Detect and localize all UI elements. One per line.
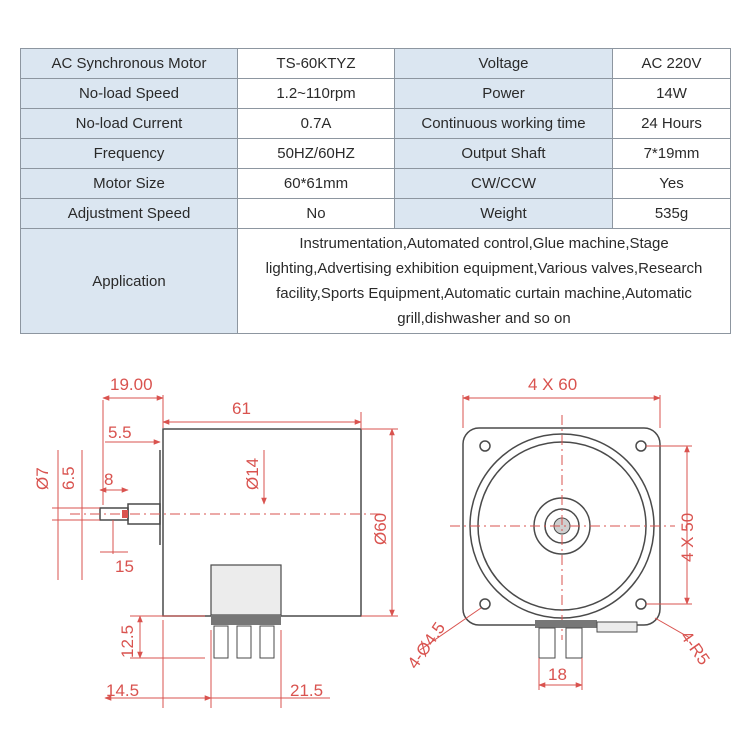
mount-hole <box>480 441 490 451</box>
spec-label-size: Motor Size <box>21 169 238 199</box>
spec-value-model: TS-60KTYZ <box>238 49 395 79</box>
spec-label-adjust: Adjustment Speed <box>21 199 238 229</box>
dim-terminal-height: 12.5 <box>118 624 137 658</box>
side-view <box>33 375 398 708</box>
spec-row <box>21 49 731 79</box>
spec-table <box>20 48 731 334</box>
terminal-pin <box>214 626 228 658</box>
spec-value-power: 14W <box>613 79 731 109</box>
spec-label-speed: No-load Speed <box>21 79 238 109</box>
mount-hole <box>636 599 646 609</box>
connector-pin <box>566 628 582 658</box>
dim-flange: 5.5 <box>108 423 132 442</box>
dim-boss-length: 8 <box>104 470 114 489</box>
dim-front-width: 4 X 60 <box>528 375 578 394</box>
spec-value-current: 0.7A <box>238 109 395 139</box>
spec-row <box>21 139 731 169</box>
spec-row <box>21 109 731 139</box>
spec-row <box>21 79 731 109</box>
terminal-base <box>211 615 281 625</box>
spec-value-shaft: 7*19mm <box>613 139 731 169</box>
connector-base <box>535 620 597 628</box>
spec-value-frequency: 50HZ/60HZ <box>238 139 395 169</box>
terminal-pin <box>237 626 251 658</box>
application-label: Application <box>21 229 238 334</box>
dimension-drawing <box>0 340 750 740</box>
spec-label-direction: CW/CCW <box>395 169 613 199</box>
spec-value-working-time: 24 Hours <box>613 109 731 139</box>
spec-label-weight: Weight <box>395 199 613 229</box>
dim-terminal-offset: 14.5 <box>106 681 140 700</box>
dim-flat-length: 15 <box>115 557 134 576</box>
dim-shaft-length: 19.00 <box>110 375 153 394</box>
spec-label-power: Power <box>395 79 613 109</box>
spec-value-adjust: No <box>238 199 395 229</box>
spec-table-body <box>21 49 731 334</box>
dim-body-length: 61 <box>232 399 251 418</box>
dim-hole-spacing: 4 X 50 <box>678 512 697 562</box>
spec-label-shaft: Output Shaft <box>395 139 613 169</box>
mount-hole <box>636 441 646 451</box>
dim-flat: 6.5 <box>59 466 78 490</box>
front-view <box>404 375 714 690</box>
spec-label-working-time: Continuous working time <box>395 109 613 139</box>
spec-row-application <box>21 229 731 334</box>
spec-value-weight: 535g <box>613 199 731 229</box>
dim-corner-radius: 4-R5 <box>676 627 714 669</box>
dim-boss-diameter: Ø14 <box>243 457 262 490</box>
terminal-pin <box>260 626 274 658</box>
spec-label-current: No-load Current <box>21 109 238 139</box>
spec-label-frequency: Frequency <box>21 139 238 169</box>
dim-connector-width: 18 <box>548 665 567 684</box>
dim-body-diameter: Ø60 <box>371 512 390 545</box>
dim-holes: 4-Ø4.5 <box>403 618 450 673</box>
spec-label-voltage: Voltage <box>395 49 613 79</box>
terminal-box <box>211 565 281 615</box>
dim-shaft-diameter: Ø7 <box>33 467 52 490</box>
spec-value-direction: Yes <box>613 169 731 199</box>
spec-row <box>21 199 731 229</box>
dim-terminal-width: 21.5 <box>290 681 324 700</box>
application-text: Instrumentation,Automated control,Glue machine,Stage lighting,Advertising exhibition equipment,Various valves,Research facility,Sports Equipment,Automatic curtain machine,Automatic grill,dishwasher and so on <box>238 229 731 334</box>
mount-hole <box>480 599 490 609</box>
spec-row <box>21 169 731 199</box>
spec-value-size: 60*61mm <box>238 169 395 199</box>
spec-value-speed: 1.2~110rpm <box>238 79 395 109</box>
spec-value-voltage: AC 220V <box>613 49 731 79</box>
spec-label-motor-type: AC Synchronous Motor <box>21 49 238 79</box>
connector-cap <box>597 622 637 632</box>
connector-pin <box>539 628 555 658</box>
